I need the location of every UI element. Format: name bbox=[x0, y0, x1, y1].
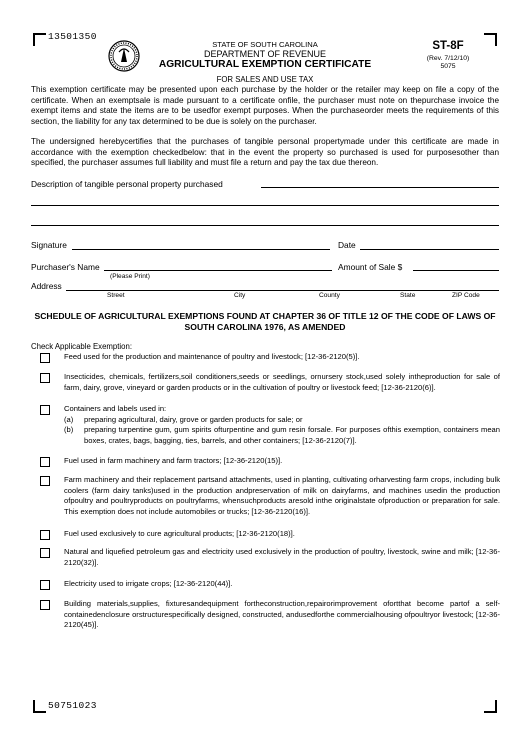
exemption-item-containers bbox=[40, 404, 500, 446]
sub-item-text: preparing turpentine gum, gum spirits ofturpentine and gum resin forsale. For purposes ofthis exemption, containers mean boxes, crates, bags, bagging, ties, barrels, and other containers; [12-36-2120(7)]. bbox=[84, 425, 500, 445]
exemption-text: Building materials,supplies, fixturesandequipment fortheconstruction,repairorimprovement ofortthat become partof a self-containedenclosure orstructurespecifically designed, constructed, andusedforthe commercialhousing ofpoultryor livestock; [12-36-2120(45)]. bbox=[64, 599, 500, 630]
certification-paragraph: The undersigned herebycertifies that the purchases of tangible personal propertymade under this certificate are made in accordance with the exemption checkedbelow: that in the event the property so purchased is used for purposesother than specified, the purchaser assumes full liability and must file a return and pay the tax due thereon. bbox=[31, 137, 499, 168]
address-county-caption: County bbox=[319, 292, 340, 299]
corner-mark-bottom-right bbox=[484, 700, 497, 713]
state-name: STATE OF SOUTH CAROLINA bbox=[212, 40, 318, 49]
address-label: Address bbox=[31, 281, 62, 291]
signature-label: Signature bbox=[31, 240, 67, 250]
signature-field[interactable] bbox=[72, 249, 330, 250]
top-form-code: 13501350 bbox=[48, 31, 97, 42]
description-field-line-3[interactable] bbox=[31, 225, 499, 226]
exemption-checkbox[interactable] bbox=[40, 457, 50, 467]
exemption-checkbox[interactable] bbox=[40, 353, 50, 363]
address-street-caption: Street bbox=[107, 292, 125, 299]
address-city-caption: City bbox=[234, 292, 246, 299]
exemption-item-irrigation bbox=[40, 579, 500, 590]
exemption-text: Feed used for the production and maintenance of poultry and livestock; [12-36-2120(5)]. bbox=[64, 352, 360, 361]
state-seal-icon bbox=[108, 40, 140, 72]
address-state-caption: State bbox=[400, 292, 416, 299]
exemption-checkbox[interactable] bbox=[40, 373, 50, 383]
exemption-text: Natural and liquefied petroleum gas and electricity used exclusively in the production of poultry, livestock, swine and milk; [12-36-2120(32)]. bbox=[64, 547, 500, 567]
address-zip-caption: ZIP Code bbox=[452, 292, 480, 299]
sub-item-text: preparing agricultural, dairy, grove or garden products for sale; or bbox=[84, 414, 303, 424]
exemption-checkbox[interactable] bbox=[40, 405, 50, 415]
exemption-item-chemicals bbox=[40, 372, 500, 393]
print-note: (Please Print) bbox=[110, 273, 150, 280]
form-id: ST-8F bbox=[432, 40, 464, 52]
date-label: Date bbox=[338, 240, 356, 250]
purchaser-name-label: Purchaser's Name bbox=[31, 262, 100, 272]
department-name: DEPARTMENT OF REVENUE bbox=[203, 49, 327, 59]
amount-field[interactable] bbox=[413, 270, 499, 271]
exemption-text: Fuel used in farm machinery and farm tractors; [12-36-2120(15)]. bbox=[64, 456, 283, 465]
date-field[interactable] bbox=[360, 249, 499, 250]
exemption-checkbox[interactable] bbox=[40, 530, 50, 540]
purchaser-name-field[interactable] bbox=[104, 270, 332, 271]
exemption-item-gas-electricity bbox=[40, 547, 500, 568]
corner-mark-top-left bbox=[33, 33, 46, 46]
sub-item-letter: (a) bbox=[64, 414, 74, 424]
intro-paragraph: This exemption certificate may be presented upon each purchase by the holder or the retailer may keep on file a copy of the certificate. When an exemptsale is made pursuant to a certificate onfile, the purchaser must note on thepurchase invoice the exempt items and state the items are to be usedfor exempt purposes. When the purchaseorder meets the requirements of this section, the liability for any tax determined to be due is solely on the purchaser. bbox=[31, 85, 499, 126]
exemption-text: Fuel used exclusively to cure agricultural products; [12-36-2120(18)]. bbox=[64, 529, 295, 538]
schedule-title: SCHEDULE OF AGRICULTURAL EXEMPTIONS FOUND AT CHAPTER 36 OF TITLE 12 OF THE CODE OF LAWS OF SOUTH CAROLINA 1976, AS AMENDED bbox=[34, 311, 496, 332]
amount-label: Amount of Sale $ bbox=[338, 262, 403, 272]
description-field-line-1[interactable] bbox=[261, 187, 499, 188]
bottom-form-code: 50751023 bbox=[48, 700, 97, 711]
address-field[interactable] bbox=[66, 290, 499, 291]
exemption-text: Containers and labels used in: bbox=[64, 404, 167, 413]
exemption-text: Insecticides, chemicals, fertilizers,soil conditioners,seeds or seedlings, ornursery stock,used solely intheproduction for sale of farm, dairy, grove, vineyard or garden products or in the cultivation of poultry or livestock feed; [12-36-2120(6)]. bbox=[64, 372, 500, 392]
sub-item-letter: (b) bbox=[64, 425, 74, 435]
page-title: AGRICULTURAL EXEMPTION CERTIFICATE bbox=[158, 59, 372, 70]
exemption-item-farm-machinery bbox=[40, 475, 500, 517]
exemption-checkbox[interactable] bbox=[40, 476, 50, 486]
exemption-item-fuel-cure bbox=[40, 529, 500, 540]
corner-mark-top-right bbox=[484, 33, 497, 46]
exemption-checkbox[interactable] bbox=[40, 600, 50, 610]
exemption-item-building-materials bbox=[40, 599, 500, 631]
corner-mark-bottom-left bbox=[33, 700, 46, 713]
exemption-item-fuel-machinery bbox=[40, 456, 500, 467]
form-number: 5075 bbox=[440, 63, 456, 70]
description-label: Description of tangible personal property purchased bbox=[31, 179, 223, 189]
exemption-checkbox[interactable] bbox=[40, 580, 50, 590]
exemption-checkbox[interactable] bbox=[40, 548, 50, 558]
page-subtitle: FOR SALES AND USE TAX bbox=[216, 75, 314, 84]
exemption-text: Farm machinery and their replacement partsand attachments, used in planting, cultivating orharvesting farm crops, including bulk coolers (farm dairy tanks)used in the production andpreservation of milk on dairyfarms, and machines usedin the production ofpoultry and poultryproducts on poultryfarms, whensuchproducts aresold inthe originalstate ofproduction or preparation for sale. This exemption does not include automobiles or trucks; [12-36-2120(16)]. bbox=[64, 475, 500, 516]
form-revision: (Rev. 7/12/10) bbox=[426, 55, 470, 62]
exemption-text: Electricity used to irrigate crops; [12-36-2120(44)]. bbox=[64, 579, 233, 588]
exemption-item-feed bbox=[40, 352, 500, 363]
check-applicable-label: Check Applicable Exemption: bbox=[31, 342, 132, 351]
description-field-line-2[interactable] bbox=[31, 205, 499, 206]
